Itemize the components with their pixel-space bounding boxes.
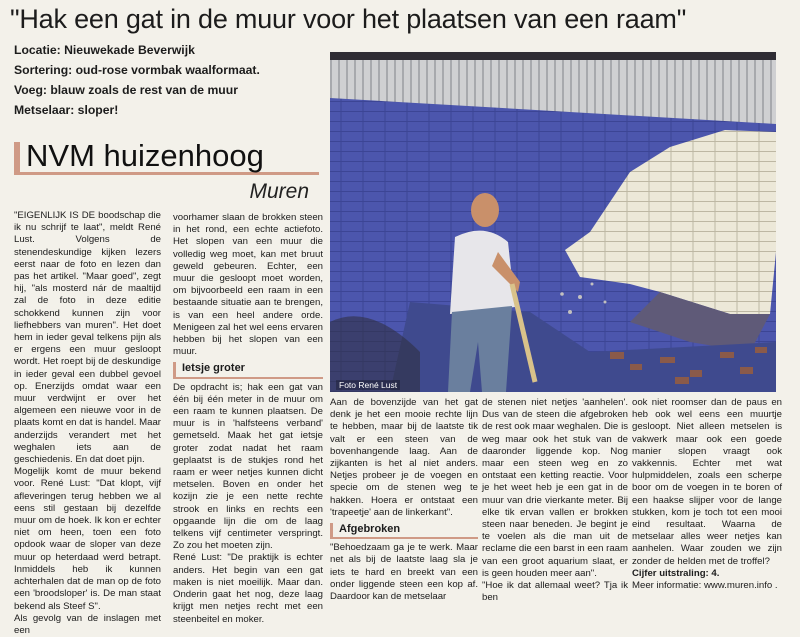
paragraph: Als gevolg van de inslagen met een <box>14 612 161 636</box>
article-headline: "Hak een gat in de muur voor het plaatsen van een raam" <box>10 4 687 34</box>
article-column-1 <box>14 210 161 637</box>
section-banner <box>14 138 319 220</box>
paragraph: "Hoe ik dat allemaal weet? Tja ik ben <box>482 580 628 604</box>
paragraph: Aan de bovenzijde van het gat denk je het een mooie rechte lijn te hebben, maar bij de laatste tik valt er een steen van de bovenhangende laag. Aan de zijkanten is het al niet anders. Netjes probeer je de voegen en specie om de stenen weg te hakken. Hoera er ontstaat een 'trapeetje' aan de linkerkant". <box>330 397 478 518</box>
section-title: NVM huizenhoog <box>26 138 264 173</box>
fact-joint: Voeg: blauw zoals de rest van de muur <box>14 83 238 97</box>
more-info: Meer informatie: www.muren.info . <box>632 580 778 592</box>
paragraph: Mogelijk komt de muur bekend voor. René Lust: "Dat klopt, vijf afleveringen terug hebben we al eens stil gestaan bij dezelfde muur om de hoek. Ik kon er echter niet om heen, toen een foto opdook waar de sloper van deze muur op heterdaad werd betrapt. Inmiddels heb ik kunnen achterhalen dat de man op de foto een 'broodsloper' is. De man staat bekend als Steef S". <box>14 466 161 612</box>
article-photo <box>330 52 776 392</box>
paragraph: ook niet roomser dan de paus en heb ook wel eens een muurtje gesloopt. Niet alleen metselen is vakwerk maar ook een goede manier slopen vraagt ook vakkennis. Echter met wat hulpmiddelen, zoals een scherpe boor om de voegen in te boren of een haakse slijper voor de lange stukken, kom je toch tot een mooi eind resultaat. Waarna de metselaar alles weer netjes kan aanhelen. Waar zouden we zijn zonder de helden met de troffel? <box>632 397 782 567</box>
rating: Cijfer uitstraling: 4. <box>632 567 720 579</box>
article-column-2 <box>173 212 323 626</box>
subheading-afgebroken: Afgebroken <box>330 523 478 539</box>
fact-list <box>14 40 324 120</box>
paragraph: de stenen niet netjes 'aanhelen'. Dus van de steen die afgebroken de rest ook maar weghalen. Die is weg maar ook het stuk van de daaronder liggende kop. Nog maar een steen weg en zo ontstaat een ketting reactie. Voor je het weet heb je een gat in de muur van drie vierkante meter. Bij elke tik ervan vallen er brokken steen naar beneden. Je begint je te voelen als die man uit de reclame die een barst in een raam van een groot aquarium slaat, er is geen houden meer aan". <box>482 397 628 579</box>
article-column-4 <box>482 397 628 604</box>
article-column-5 <box>632 397 782 592</box>
photo-caption: Foto René Lust <box>336 380 400 390</box>
section-subtitle: Muren <box>249 180 309 203</box>
demolition-photo-illustration <box>330 52 776 392</box>
paragraph: voorhamer slaan de brokken steen in het rond, een echte actiefoto. Het slopen van een muur die volledig weg moet, kan met bruut geweld gebeuren. Echter, een muur die gesloopt moet worden, om bijvoorbeeld een raam in een bestaande situatie aan te brengen, is van een heel andere orde. Menigeen zal het wel eens ervaren hebben bij het slopen van een muur. <box>173 212 323 358</box>
fact-sorting: Sortering: oud-rose vormbak waalformaat. <box>14 63 260 77</box>
banner-accent <box>14 142 20 174</box>
subheading-ietsje-groter: Ietsje groter <box>173 362 323 378</box>
paragraph: De opdracht is; hak een gat van één bij één meter in de muur om een raam te kunnen plaatsen. De muur is in 'halfsteens verband' gemetseld. Maak het gat ietsje groter zodat nadat het raam geplaatst is de stukjes rond het raam er weer netjes kunnen dicht metselen. Boven en onder het kozijn zie je een nette rechte strook en links en rechts een opgaande lijn die om de laag telkens vijf centimeter verspringt. Zo zou het moeten zijn. <box>173 381 323 552</box>
fact-location: Locatie: Nieuwekade Beverwijk <box>14 43 195 57</box>
fact-mason: Metselaar: sloper! <box>14 103 119 117</box>
paragraph: "Behoedzaam ga je te werk. Maar net als bij de laatste laag sla je iets te hard en breekt van een onder liggende steen een kop af. Daardoor kan de metselaar <box>330 542 478 603</box>
article-column-3 <box>330 397 478 603</box>
paragraph: René Lust: "De praktijk is echter anders. Het begin van een gat maken is niet moeilijk. Maar dan. Onderin gaat het nog, deze laag krijgt men netjes recht met een steenbeitel en moker. <box>173 552 323 625</box>
paragraph: "EIGENLIJK IS DE boodschap die ik nu schrijf te laat", meldt René Lust. Volgens de stenendeskundige kijken lezers eerst naar de foto en lezen dan pas het artikel. "Maar goed", zegt hij, "als mosterd nár de maaltijd zal de foto in deze editie schokkend kunnen zijn voor liefhebbers van muren". Het doet hem in ieder geval telkens pijn als er ergens een muur gesloopt wordt. Het roept bij de deskundige in ieder geval een dubbel gevoel op. Enerzijds omdat waar een muur verdwijnt er over het algemeen een nieuwe voor in de plaats komt en dat is handel. Maar anderzijds verandert met het weghalen iets aan de geschiedenis. En dat doet pijn. <box>14 210 161 466</box>
